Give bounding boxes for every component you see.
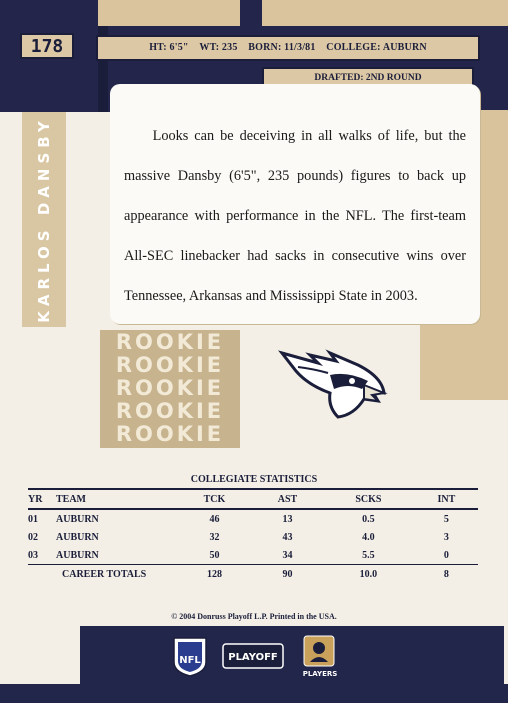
card-number: 178: [30, 36, 64, 57]
top-tan-strip-left: [98, 0, 240, 26]
drafted-line-1: DRAFTED: 2ND ROUND: [314, 73, 422, 83]
rookie-stack: [100, 330, 240, 448]
cell-yr: 02: [28, 531, 38, 543]
top-tan-strip-right: [262, 0, 508, 26]
cardinal-head-icon: [278, 345, 388, 421]
height: HT: 6'5": [149, 42, 189, 53]
total-ast: 90: [253, 565, 322, 584]
cell-team: AUBURN: [56, 549, 99, 561]
table-row: [28, 546, 478, 565]
cell-int: 3: [443, 531, 449, 543]
cell-yr: 01: [28, 513, 38, 525]
header-team: TEAM: [56, 489, 176, 509]
totals-row: [28, 565, 478, 584]
player-info-bar: [96, 35, 480, 61]
total-scks: 10.0: [322, 565, 415, 584]
header-yr: YR: [28, 489, 56, 509]
header-tck: TCK: [176, 489, 253, 509]
cell-tck: 46: [209, 513, 220, 525]
nfl-shield-icon: [172, 636, 208, 678]
players-logo-text: PLAYERS: [302, 670, 338, 678]
playoff-logo-text: PLAYOFF: [228, 652, 278, 663]
cell-scks: 0.5: [362, 513, 375, 525]
playoff-logo-icon: [222, 643, 284, 669]
copyright: © 2004 Donruss Playoff L.P. Printed in the USA.: [171, 612, 337, 621]
rookie-line-2: ROOKIE: [115, 353, 225, 377]
nfl-logo-text: NFL: [179, 655, 201, 666]
total-tck: 128: [176, 565, 253, 584]
cell-ast: 13: [282, 513, 293, 525]
bio-box: [110, 84, 480, 324]
total-int: 8: [415, 565, 478, 584]
cell-tck: 32: [209, 531, 220, 543]
rookie-line-1: ROOKIE: [115, 330, 225, 354]
players-inc-logo-icon: [300, 634, 340, 680]
stats-title: COLLEGIATE STATISTICS: [190, 474, 318, 485]
header-int: INT: [415, 489, 478, 509]
born: BORN: 11/3/81: [248, 42, 316, 53]
totals-label: CAREER TOTALS: [28, 565, 176, 584]
player-info-text: [98, 42, 478, 53]
bio-text: Looks can be deceiving in all walks of life, but the massive Dansby (6'5", 235 pounds) figures to back up appearance with performance in the NFL. The first-team All-SEC linebacker had sacks in consecutive wins over Tennessee, Arkansas and Mississippi State in 2003.: [124, 128, 466, 304]
cell-ast: 43: [282, 531, 293, 543]
cell-yr: 03: [28, 549, 38, 561]
cell-ast: 34: [282, 549, 293, 561]
cell-tck: 50: [209, 549, 220, 561]
cell-team: AUBURN: [56, 513, 99, 525]
cell-scks: 4.0: [362, 531, 375, 543]
rookie-line-3: ROOKIE: [115, 376, 225, 400]
rookie-line-5: ROOKIE: [115, 422, 225, 446]
header-ast: AST: [253, 489, 322, 509]
cell-int: 5: [443, 513, 449, 525]
player-name: KARLOS DANSBY: [35, 116, 53, 323]
weight: WT: 235: [199, 42, 238, 53]
table-row: [28, 528, 478, 546]
rookie-line-4: ROOKIE: [115, 399, 225, 423]
cell-int: 0: [443, 549, 449, 561]
header-scks: SCKS: [322, 489, 415, 509]
stats-header-row: [28, 489, 478, 509]
cell-team: AUBURN: [56, 531, 99, 543]
card-number-box: [20, 33, 74, 59]
college: COLLEGE: AUBURN: [326, 42, 427, 53]
stats-table: [28, 488, 478, 583]
table-row: [28, 509, 478, 528]
footer-band-bottom: [0, 684, 508, 703]
cell-scks: 5.5: [362, 549, 375, 561]
